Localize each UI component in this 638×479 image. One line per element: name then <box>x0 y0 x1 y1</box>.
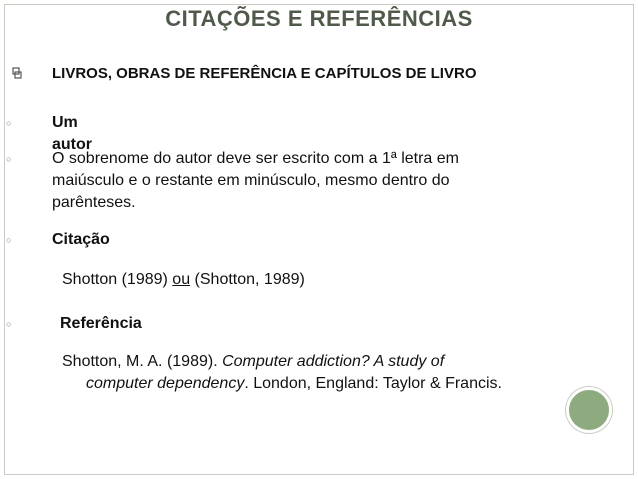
reference-rest: . London, England: Taylor & Francis. <box>244 375 502 392</box>
sobrenome-text <box>52 148 459 214</box>
ring-bullet-icon: ○ <box>6 154 12 164</box>
reference-example-line-2 <box>86 373 502 395</box>
um-autor-label: Um autor <box>52 114 92 153</box>
referencia-label: Referência <box>60 315 142 332</box>
ring-bullet-icon: ○ <box>6 118 12 128</box>
ring-bullet-icon: ○ <box>6 235 12 245</box>
main-bullet-label: LIVROS, OBRAS DE REFERÊNCIA E CAPÍTULOS DE LIVRO <box>52 65 477 82</box>
reference-title-part1: Computer addiction? A study of <box>222 353 445 370</box>
citacao-label: Citação <box>52 231 110 248</box>
citation-example-part2: (Shotton, 1989) <box>190 271 305 288</box>
sobrenome-line-1: O sobrenome do autor deve ser escrito com a 1ª letra em <box>52 150 459 167</box>
reference-author-year: Shotton, M. A. (1989). <box>62 353 223 370</box>
sobrenome-line-3: parênteses. <box>52 194 136 211</box>
slide-title: CITAÇÕES E REFERÊNCIAS <box>165 6 473 31</box>
sobrenome-line-2: maiúsculo e o restante em minúsculo, mesmo dentro do <box>52 172 450 189</box>
citation-example <box>62 269 305 291</box>
ring-bullet-icon: ○ <box>6 319 12 329</box>
citation-example-part1: Shotton (1989) <box>62 271 173 288</box>
reference-title-part2: computer dependency <box>86 375 245 392</box>
citation-example-ou: ou <box>172 271 191 288</box>
reference-example-line-1 <box>62 351 444 373</box>
green-circle-decoration <box>566 387 612 433</box>
checkbox-bullet-icon <box>12 67 32 81</box>
